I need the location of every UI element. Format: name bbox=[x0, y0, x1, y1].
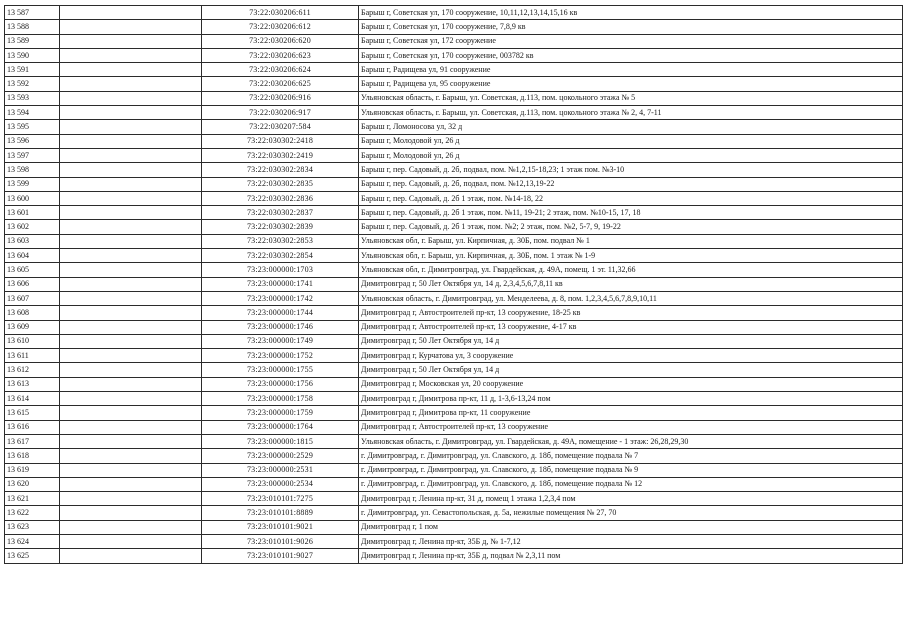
address-cell: Ульяновская область, г. Димитровград, ул. Менделеева, д. 8, пом. 1,2,3,4,5,6,7,8,9,10,11 bbox=[359, 291, 903, 305]
table-row bbox=[5, 306, 903, 320]
empty-cell bbox=[60, 434, 202, 448]
address-cell: Барыш г, пер. Садовый, д. 2б 1 этаж, пом. №2; 2 этаж, пом. №2, 5-7, 9, 19-22 bbox=[359, 220, 903, 234]
table-row bbox=[5, 234, 903, 248]
empty-cell bbox=[60, 449, 202, 463]
table-row bbox=[5, 48, 903, 62]
address-cell: Барыш г, Радищева ул, 91 сооружение bbox=[359, 63, 903, 77]
empty-cell bbox=[60, 277, 202, 291]
row-number-cell: 13 607 bbox=[5, 291, 60, 305]
empty-cell bbox=[60, 392, 202, 406]
row-number-cell: 13 621 bbox=[5, 492, 60, 506]
cadastral-number-cell: 73:22:030302:2839 bbox=[202, 220, 359, 234]
row-number-cell: 13 616 bbox=[5, 420, 60, 434]
cadastral-number-cell: 73:23:000000:1755 bbox=[202, 363, 359, 377]
table-row bbox=[5, 20, 903, 34]
row-number-cell: 13 612 bbox=[5, 363, 60, 377]
empty-cell bbox=[60, 534, 202, 548]
row-number-cell: 13 599 bbox=[5, 177, 60, 191]
empty-cell bbox=[60, 363, 202, 377]
address-cell: г. Димитровград, г. Димитровград, ул. Славского, д. 18б, помещение подвала № 9 bbox=[359, 463, 903, 477]
row-number-cell: 13 600 bbox=[5, 191, 60, 205]
cadastral-number-cell: 73:22:030302:2854 bbox=[202, 249, 359, 263]
address-cell: Ульяновская область, г. Барыш, ул. Советская, д.113, пом. цокольного этажа № 5 bbox=[359, 91, 903, 105]
empty-cell bbox=[60, 48, 202, 62]
table-row bbox=[5, 291, 903, 305]
row-number-cell: 13 590 bbox=[5, 48, 60, 62]
table-row bbox=[5, 406, 903, 420]
address-cell: Барыш г, пер. Садовый, д. 2б, подвал, пом. №12,13,19-22 bbox=[359, 177, 903, 191]
table-row bbox=[5, 434, 903, 448]
empty-cell bbox=[60, 34, 202, 48]
empty-cell bbox=[60, 63, 202, 77]
table-row bbox=[5, 492, 903, 506]
table-row bbox=[5, 134, 903, 148]
address-cell: Ульяновская область, г. Барыш, ул. Советская, д.113, пом. цокольного этажа № 2, 4, 7-11 bbox=[359, 106, 903, 120]
address-cell: Барыш г, Молодовой ул, 26 д bbox=[359, 148, 903, 162]
row-number-cell: 13 617 bbox=[5, 434, 60, 448]
cadastral-number-cell: 73:22:030302:2853 bbox=[202, 234, 359, 248]
table-row bbox=[5, 549, 903, 563]
row-number-cell: 13 591 bbox=[5, 63, 60, 77]
table-row bbox=[5, 163, 903, 177]
address-cell: Димитровград г, Автостроителей пр-кт, 13 сооружение bbox=[359, 420, 903, 434]
cadastral-number-cell: 73:23:000000:2534 bbox=[202, 477, 359, 491]
address-cell: Барыш г, Радищева ул, 95 сооружение bbox=[359, 77, 903, 91]
row-number-cell: 13 587 bbox=[5, 6, 60, 20]
empty-cell bbox=[60, 249, 202, 263]
table-row bbox=[5, 6, 903, 20]
table-row bbox=[5, 534, 903, 548]
row-number-cell: 13 619 bbox=[5, 463, 60, 477]
cadastral-number-cell: 73:23:000000:1752 bbox=[202, 349, 359, 363]
row-number-cell: 13 609 bbox=[5, 320, 60, 334]
empty-cell bbox=[60, 220, 202, 234]
empty-cell bbox=[60, 6, 202, 20]
row-number-cell: 13 605 bbox=[5, 263, 60, 277]
table-row bbox=[5, 106, 903, 120]
table-row bbox=[5, 77, 903, 91]
row-number-cell: 13 598 bbox=[5, 163, 60, 177]
empty-cell bbox=[60, 91, 202, 105]
table-row bbox=[5, 249, 903, 263]
cadastral-number-cell: 73:23:000000:1815 bbox=[202, 434, 359, 448]
cadastral-number-cell: 73:22:030302:2418 bbox=[202, 134, 359, 148]
address-cell: Барыш г, Советская ул, 170 сооружение, 7,8,9 кв bbox=[359, 20, 903, 34]
address-cell: Ульяновская обл, г. Барыш, ул. Кирпичная, д. 30Б, пом. подвал № 1 bbox=[359, 234, 903, 248]
cadastral-number-cell: 73:23:000000:1756 bbox=[202, 377, 359, 391]
cadastral-number-cell: 73:23:000000:1758 bbox=[202, 392, 359, 406]
address-cell: Ульяновская область, г. Димитровград, ул. Гвардейская, д. 49А, помещение - 1 этаж: 26,28,29,30 bbox=[359, 434, 903, 448]
registry-table bbox=[4, 5, 903, 564]
empty-cell bbox=[60, 349, 202, 363]
cadastral-number-cell: 73:23:000000:1703 bbox=[202, 263, 359, 277]
row-number-cell: 13 618 bbox=[5, 449, 60, 463]
row-number-cell: 13 604 bbox=[5, 249, 60, 263]
cadastral-number-cell: 73:23:000000:2529 bbox=[202, 449, 359, 463]
address-cell: Барыш г, Советская ул, 172 сооружение bbox=[359, 34, 903, 48]
table-row bbox=[5, 206, 903, 220]
cadastral-number-cell: 73:22:030206:623 bbox=[202, 48, 359, 62]
row-number-cell: 13 596 bbox=[5, 134, 60, 148]
empty-cell bbox=[60, 463, 202, 477]
empty-cell bbox=[60, 506, 202, 520]
cadastral-number-cell: 73:23:010101:9026 bbox=[202, 534, 359, 548]
empty-cell bbox=[60, 477, 202, 491]
cadastral-number-cell: 73:22:030302:2836 bbox=[202, 191, 359, 205]
cadastral-number-cell: 73:22:030206:620 bbox=[202, 34, 359, 48]
address-cell: Димитровград г, Димитрова пр-кт, 11 сооружение bbox=[359, 406, 903, 420]
address-cell: Барыш г, Молодовой ул, 26 д bbox=[359, 134, 903, 148]
empty-cell bbox=[60, 406, 202, 420]
table-row bbox=[5, 520, 903, 534]
cadastral-number-cell: 73:22:030206:624 bbox=[202, 63, 359, 77]
row-number-cell: 13 601 bbox=[5, 206, 60, 220]
registry-table-body bbox=[5, 6, 903, 564]
cadastral-number-cell: 73:22:030206:917 bbox=[202, 106, 359, 120]
address-cell: г. Димитровград, г. Димитровград, ул. Славского, д. 18б, помещение подвала № 12 bbox=[359, 477, 903, 491]
table-row bbox=[5, 220, 903, 234]
cadastral-number-cell: 73:23:000000:1744 bbox=[202, 306, 359, 320]
table-row bbox=[5, 377, 903, 391]
cadastral-number-cell: 73:22:030302:2419 bbox=[202, 148, 359, 162]
table-row bbox=[5, 463, 903, 477]
address-cell: Димитровград г, Автостроителей пр-кт, 13 сооружение, 18-25 кв bbox=[359, 306, 903, 320]
address-cell: Барыш г, пер. Садовый, д. 2б 1 этаж, пом. №11, 19-21; 2 этаж, пом. №10-15, 17, 18 bbox=[359, 206, 903, 220]
row-number-cell: 13 597 bbox=[5, 148, 60, 162]
empty-cell bbox=[60, 520, 202, 534]
cadastral-number-cell: 73:22:030206:625 bbox=[202, 77, 359, 91]
empty-cell bbox=[60, 291, 202, 305]
address-cell: Барыш г, Ломоносова ул, 32 д bbox=[359, 120, 903, 134]
empty-cell bbox=[60, 263, 202, 277]
cadastral-number-cell: 73:23:010101:9027 bbox=[202, 549, 359, 563]
table-row bbox=[5, 349, 903, 363]
address-cell: Димитровград г, 50 Лет Октября ул, 14 д bbox=[359, 334, 903, 348]
address-cell: Димитровград г, Ленина пр-кт, 35Б д, № 1-7,12 bbox=[359, 534, 903, 548]
cadastral-number-cell: 73:23:000000:1742 bbox=[202, 291, 359, 305]
table-row bbox=[5, 91, 903, 105]
row-number-cell: 13 588 bbox=[5, 20, 60, 34]
address-cell: Барыш г, пер. Садовый, д. 2б 1 этаж, пом. №14-18, 22 bbox=[359, 191, 903, 205]
table-row bbox=[5, 63, 903, 77]
cadastral-number-cell: 73:23:010101:9021 bbox=[202, 520, 359, 534]
row-number-cell: 13 613 bbox=[5, 377, 60, 391]
cadastral-number-cell: 73:22:030207:584 bbox=[202, 120, 359, 134]
row-number-cell: 13 592 bbox=[5, 77, 60, 91]
cadastral-number-cell: 73:22:030206:611 bbox=[202, 6, 359, 20]
table-row bbox=[5, 177, 903, 191]
cadastral-number-cell: 73:23:000000:2531 bbox=[202, 463, 359, 477]
row-number-cell: 13 623 bbox=[5, 520, 60, 534]
cadastral-number-cell: 73:23:000000:1749 bbox=[202, 334, 359, 348]
empty-cell bbox=[60, 492, 202, 506]
address-cell: Барыш г, Советская ул, 170 сооружение, 003782 кв bbox=[359, 48, 903, 62]
row-number-cell: 13 593 bbox=[5, 91, 60, 105]
address-cell: Барыш г, пер. Садовый, д. 2б, подвал, пом. №1,2,15-18,23; 1 этаж пом. №3-10 bbox=[359, 163, 903, 177]
empty-cell bbox=[60, 20, 202, 34]
cadastral-number-cell: 73:23:000000:1759 bbox=[202, 406, 359, 420]
empty-cell bbox=[60, 163, 202, 177]
row-number-cell: 13 625 bbox=[5, 549, 60, 563]
address-cell: Барыш г, Советская ул, 170 сооружение, 10,11,12,13,14,15,16 кв bbox=[359, 6, 903, 20]
table-row bbox=[5, 506, 903, 520]
empty-cell bbox=[60, 148, 202, 162]
row-number-cell: 13 606 bbox=[5, 277, 60, 291]
cadastral-number-cell: 73:22:030302:2835 bbox=[202, 177, 359, 191]
empty-cell bbox=[60, 334, 202, 348]
table-row bbox=[5, 363, 903, 377]
row-number-cell: 13 595 bbox=[5, 120, 60, 134]
row-number-cell: 13 615 bbox=[5, 406, 60, 420]
address-cell: Димитровград г, Автостроителей пр-кт, 13 сооружение, 4-17 кв bbox=[359, 320, 903, 334]
table-row bbox=[5, 191, 903, 205]
table-row bbox=[5, 277, 903, 291]
empty-cell bbox=[60, 134, 202, 148]
table-row bbox=[5, 449, 903, 463]
row-number-cell: 13 611 bbox=[5, 349, 60, 363]
table-row bbox=[5, 120, 903, 134]
table-row bbox=[5, 477, 903, 491]
address-cell: Ульяновская обл, г. Барыш, ул. Кирпичная, д. 30Б, пом. 1 этаж № 1-9 bbox=[359, 249, 903, 263]
address-cell: г. Димитровград, г. Димитровград, ул. Славского, д. 18б, помещение подвала № 7 bbox=[359, 449, 903, 463]
empty-cell bbox=[60, 120, 202, 134]
row-number-cell: 13 603 bbox=[5, 234, 60, 248]
address-cell: Димитровград г, Московская ул, 20 сооружение bbox=[359, 377, 903, 391]
empty-cell bbox=[60, 177, 202, 191]
cadastral-number-cell: 73:23:000000:1746 bbox=[202, 320, 359, 334]
row-number-cell: 13 610 bbox=[5, 334, 60, 348]
address-cell: Димитровград г, 1 пом bbox=[359, 520, 903, 534]
row-number-cell: 13 594 bbox=[5, 106, 60, 120]
row-number-cell: 13 620 bbox=[5, 477, 60, 491]
table-row bbox=[5, 148, 903, 162]
empty-cell bbox=[60, 106, 202, 120]
empty-cell bbox=[60, 306, 202, 320]
table-row bbox=[5, 263, 903, 277]
cadastral-number-cell: 73:22:030206:916 bbox=[202, 91, 359, 105]
empty-cell bbox=[60, 549, 202, 563]
row-number-cell: 13 622 bbox=[5, 506, 60, 520]
table-row bbox=[5, 392, 903, 406]
address-cell: Ульяновская обл, г. Димитровград, ул. Гвардейская, д. 49А, помещ. 1 эт. 11,32,66 bbox=[359, 263, 903, 277]
address-cell: Димитровград г, Курчатова ул, 3 сооружение bbox=[359, 349, 903, 363]
cadastral-number-cell: 73:23:000000:1764 bbox=[202, 420, 359, 434]
cadastral-number-cell: 73:22:030302:2837 bbox=[202, 206, 359, 220]
table-row bbox=[5, 320, 903, 334]
cadastral-number-cell: 73:23:000000:1741 bbox=[202, 277, 359, 291]
cadastral-number-cell: 73:22:030206:612 bbox=[202, 20, 359, 34]
empty-cell bbox=[60, 234, 202, 248]
table-row bbox=[5, 420, 903, 434]
cadastral-number-cell: 73:23:010101:7275 bbox=[202, 492, 359, 506]
cadastral-number-cell: 73:23:010101:8889 bbox=[202, 506, 359, 520]
address-cell: Димитровград г, Димитрова пр-кт, 11 д, 1-3,6-13,24 пом bbox=[359, 392, 903, 406]
table-row bbox=[5, 334, 903, 348]
address-cell: Димитровград г, Ленина пр-кт, 35Б д, подвал № 2,3,11 пом bbox=[359, 549, 903, 563]
empty-cell bbox=[60, 77, 202, 91]
row-number-cell: 13 608 bbox=[5, 306, 60, 320]
empty-cell bbox=[60, 320, 202, 334]
empty-cell bbox=[60, 191, 202, 205]
address-cell: г. Димитровград, ул. Севастопольская, д. 5а, нежилые помещения № 27, 70 bbox=[359, 506, 903, 520]
address-cell: Димитровград г, Ленина пр-кт, 31 д, помещ 1 этажа 1,2,3,4 пом bbox=[359, 492, 903, 506]
cadastral-number-cell: 73:22:030302:2834 bbox=[202, 163, 359, 177]
row-number-cell: 13 602 bbox=[5, 220, 60, 234]
empty-cell bbox=[60, 377, 202, 391]
row-number-cell: 13 624 bbox=[5, 534, 60, 548]
row-number-cell: 13 589 bbox=[5, 34, 60, 48]
row-number-cell: 13 614 bbox=[5, 392, 60, 406]
address-cell: Димитровград г, 50 Лет Октября ул, 14 д bbox=[359, 363, 903, 377]
table-row bbox=[5, 34, 903, 48]
empty-cell bbox=[60, 206, 202, 220]
address-cell: Димитровград г, 50 Лет Октября ул, 14 д, 2,3,4,5,6,7,8,11 кв bbox=[359, 277, 903, 291]
empty-cell bbox=[60, 420, 202, 434]
